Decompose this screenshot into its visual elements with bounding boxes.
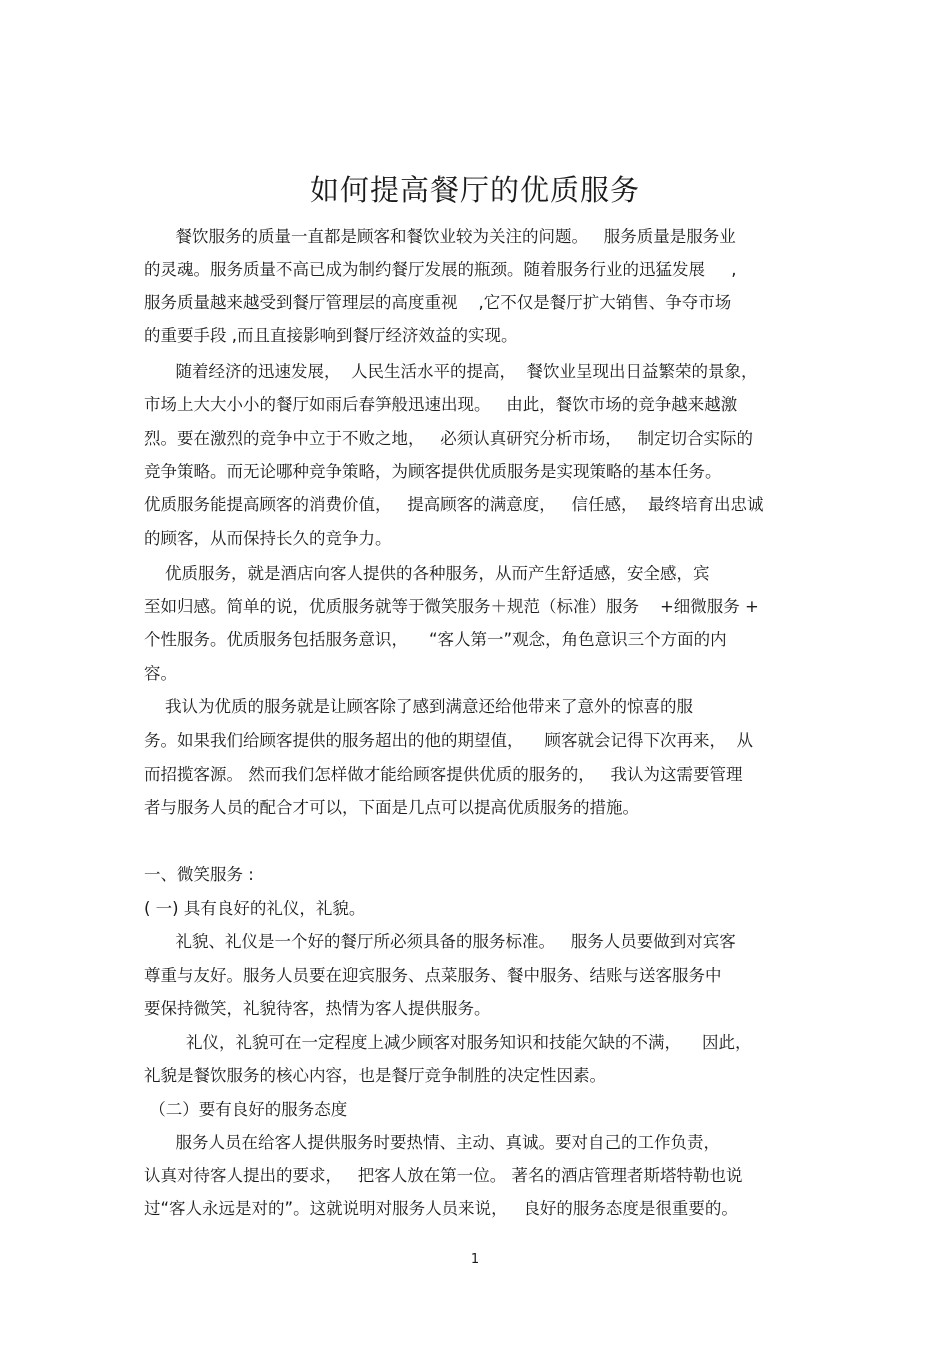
subsection-heading: （二）要有良好的服务态度 <box>144 1100 348 1119</box>
body-line: 服务人员在给客人提供服务时要热情、主动、真诚。要对自己的工作负责， <box>144 1133 720 1152</box>
body-line: 而招揽客源。 然而我们怎样做才能给顾客提供优质的服务的， 我认为这需要管理 <box>144 765 743 784</box>
body-line: 礼仪，礼貌可在一定程度上减少顾客对服务知识和技能欠缺的不满， 因此， <box>144 1033 752 1052</box>
body-line: 者与服务人员的配合才可以，下面是几点可以提高优质服务的措施。 <box>144 798 639 817</box>
body-line: 餐饮服务的质量一直都是顾客和餐饮业较为关注的问题。 服务质量是服务业 <box>144 227 736 246</box>
body-line: 我认为优质的服务就是让顾客除了感到满意还给他带来了意外的惊喜的服 <box>144 697 693 716</box>
body-line: 的顾客，从而保持长久的竞争力。 <box>144 529 392 548</box>
body-line: 认真对待客人提出的要求， 把客人放在第一位。 著名的酒店管理者斯塔特勒也说 <box>144 1166 743 1185</box>
page-title: 如何提高餐厅的优质服务 <box>309 173 640 207</box>
body-line: 容。 <box>144 664 177 683</box>
body-line: 礼貌、礼仪是一个好的餐厅所必须具备的服务标准。 服务人员要做到对宾客 <box>144 932 736 951</box>
subsection-heading: ( 一) 具有良好的礼仪，礼貌。 <box>144 899 366 918</box>
body-line: 要保持微笑，礼貌待客，热情为客人提供服务。 <box>144 999 491 1018</box>
body-line: 的灵魂。服务质量不高已成为制约餐厅发展的瓶颈。随着服务行业的迅猛发展 , <box>144 260 737 279</box>
body-line: 优质服务，就是酒店向客人提供的各种服务，从而产生舒适感，安全感，宾 <box>144 564 710 583</box>
body-line: 优质服务能提高顾客的消费价值， 提高顾客的满意度， 信任感， 最终培育出忠诚 <box>144 495 764 514</box>
body-line: 市场上大大小小的餐厅如雨后春笋般迅速出现。 由此，餐饮市场的竞争越来越激 <box>144 395 738 414</box>
body-line: 至如归感。简单的说，优质服务就等于微笑服务＋规范（标准）服务 +细微服务 + <box>144 597 759 616</box>
body-line: 服务质量越来越受到餐厅管理层的高度重视 ,它不仅是餐厅扩大销售、争夺市场 <box>144 293 732 312</box>
page-number: 1 <box>470 1252 480 1267</box>
section-heading: 一、微笑服务 : <box>144 865 254 884</box>
body-line: 尊重与友好。服务人员要在迎宾服务、点菜服务、餐中服务、结账与送客服务中 <box>144 966 722 985</box>
body-line: 烈。要在激烈的竞争中立于不败之地， 必须认真研究分析市场， 制定切合实际的 <box>144 429 753 448</box>
body-line: 个性服务。优质服务包括服务意识， “客人第一”观念，角色意识三个方面的内 <box>144 630 727 649</box>
body-line: 的重要手段 ,而且直接影响到餐厅经济效益的实现。 <box>144 326 518 345</box>
body-line: 竞争策略。而无论哪种竞争策略，为顾客提供优质服务是实现策略的基本任务。 <box>144 462 722 481</box>
body-line: 务。如果我们给顾客提供的服务超出的他的期望值， 顾客就会记得下次再来， 从 <box>144 731 753 750</box>
body-line: 礼貌是餐饮服务的核心内容，也是餐厅竞争制胜的决定性因素。 <box>144 1066 606 1085</box>
body-line: 随着经济的迅速发展， 人民生活水平的提高， 餐饮业呈现出日益繁荣的景象， <box>144 362 758 381</box>
body-line: 过“客人永远是对的”。这就说明对服务人员来说， 良好的服务态度是很重要的。 <box>144 1199 738 1218</box>
